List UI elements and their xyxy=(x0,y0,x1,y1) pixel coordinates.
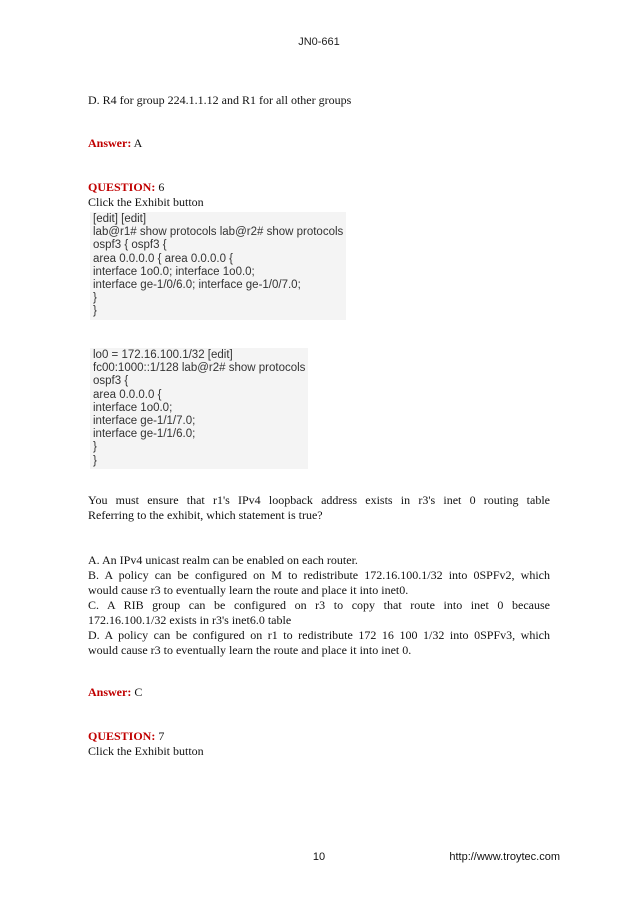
question-label: QUESTION: xyxy=(88,180,156,194)
exhibit-line: } xyxy=(93,305,97,318)
option-b-continued: would cause r3 to eventually learn the route and place it into inet0. xyxy=(88,583,409,597)
question-number: 6 xyxy=(158,180,165,194)
option-d-continued: would cause r3 to eventually learn the route and place it into inet 0. xyxy=(88,643,412,657)
exhibit-line: } xyxy=(93,441,97,454)
exhibit-line: area 0.0.0.0 { area 0.0.0.0 { xyxy=(93,252,234,265)
exhibit-line: ospf3 { xyxy=(93,375,129,388)
question-6-stem xyxy=(88,493,550,523)
exhibit-block-1 xyxy=(90,212,346,320)
previous-answer xyxy=(88,136,550,151)
exhibit-line: area 0.0.0.0 { xyxy=(93,388,162,401)
exhibit-line: [edit] [edit] xyxy=(93,213,147,225)
previous-option-d: D. R4 for group 224.1.1.12 and R1 for all other groups xyxy=(88,93,352,107)
question-7-header xyxy=(88,729,550,759)
exhibit-line: fc00:1000::1/128 lab@r2# show protocols xyxy=(93,362,306,375)
exhibit-line: ospf3 { ospf3 { xyxy=(93,239,167,252)
question-label: QUESTION: xyxy=(88,729,156,743)
exhibit-line: } xyxy=(93,292,97,305)
exhibit-line: interface 1o0.0; xyxy=(93,401,173,414)
option-b: B. A policy can be configured on M to redistribute 172.16.100.1/32 into 0SPFv2, which xyxy=(88,568,550,582)
answer-value: A xyxy=(133,136,143,150)
question-instruction: Click the Exhibit button xyxy=(88,744,204,758)
option-d: D. A policy can be configured on r1 to redistribute 172 16 100 1/32 into 0SPFv3, which xyxy=(88,628,550,642)
question-6-answer xyxy=(88,685,550,700)
option-c-continued: 172.16.100.1/32 exists in r3's inet6.0 table xyxy=(88,613,292,627)
exhibit-line: lo0 = 172.16.100.1/32 [edit] xyxy=(93,349,233,361)
footer-url-link[interactable]: http://www.troytec.com xyxy=(449,851,560,863)
option-c: C. A RIB group can be configured on r3 to copy that route into inet 0 because xyxy=(88,598,550,612)
exhibit-line: lab@r1# show protocols lab@r2# show protocols xyxy=(93,226,344,239)
stem-line: Referring to the exhibit, which statement is true? xyxy=(88,508,323,522)
exhibit-line: interface ge-1/0/6.0; interface ge-1/0/7.0; xyxy=(93,279,301,292)
page-header-title: JN0-661 xyxy=(298,36,340,48)
answer-label: Answer: xyxy=(88,136,132,150)
page-number: 10 xyxy=(312,851,326,863)
question-6-options xyxy=(88,553,550,658)
exhibit-line: interface ge-1/1/6.0; xyxy=(93,428,196,441)
question-instruction: Click the Exhibit button xyxy=(88,195,204,209)
exhibit-line: interface ge-1/1/7.0; xyxy=(93,415,196,428)
exhibit-line: } xyxy=(93,454,97,467)
stem-line: You must ensure that r1's IPv4 loopback address exists in r3's inet 0 routing table xyxy=(88,493,550,507)
option-a: A. An IPv4 unicast realm can be enabled on each router. xyxy=(88,553,358,567)
question-6-header xyxy=(88,180,550,210)
answer-label: Answer: xyxy=(88,685,132,699)
exhibit-line: interface 1o0.0; interface 1o0.0; xyxy=(93,265,255,278)
exhibit-block-2 xyxy=(90,348,308,469)
answer-value: C xyxy=(134,685,143,699)
question-number: 7 xyxy=(158,729,165,743)
